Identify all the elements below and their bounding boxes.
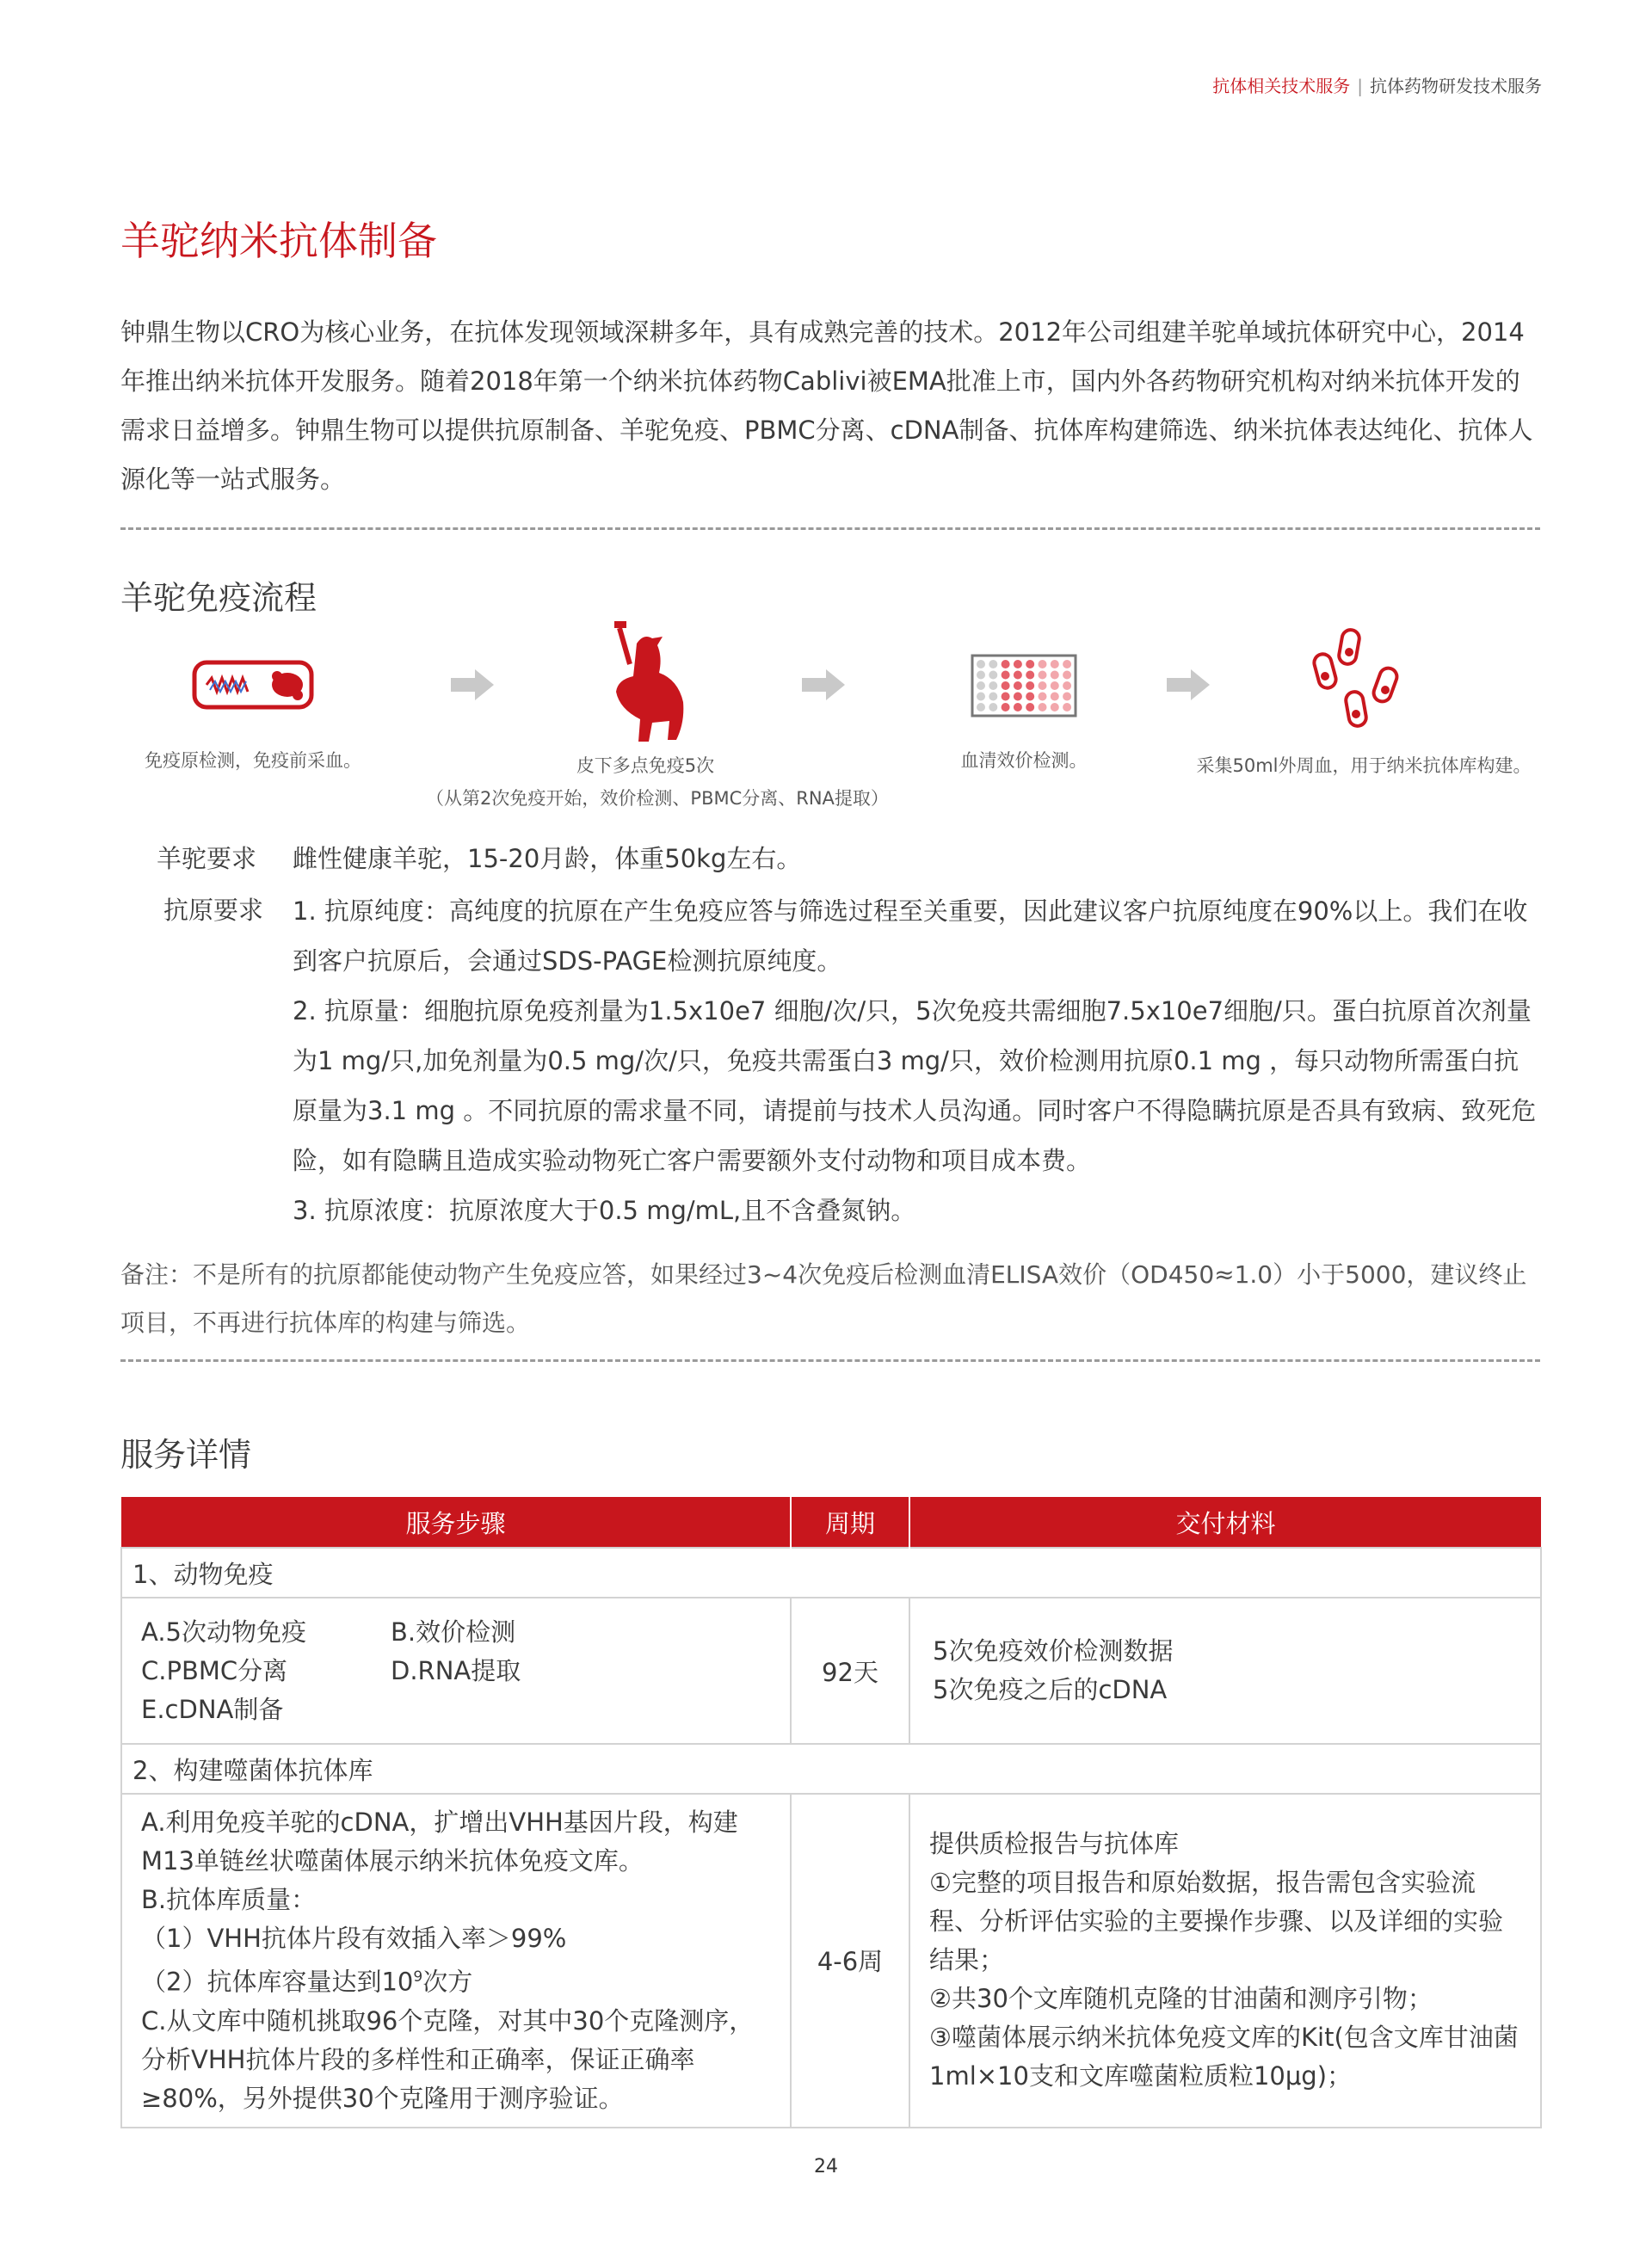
plate-well xyxy=(1039,693,1047,701)
section-title: 2、构建噬菌体抗体库 xyxy=(121,1744,1541,1794)
step-item: C.从文库中随机挑取96个克隆，对其中30个克隆测序，分析VHH抗体片段的多样性和正确率，保证正确率≥80%，另外提供30个克隆用于测序验证。 xyxy=(141,2005,755,2113)
breadcrumb-separator: | xyxy=(1357,76,1363,96)
breadcrumb-category[interactable]: 抗体相关技术服务 xyxy=(1212,76,1351,96)
antigen-requirement-list xyxy=(293,886,1540,1235)
plate-well xyxy=(977,681,985,690)
table-section-row xyxy=(121,1744,1541,1794)
plate-well xyxy=(977,693,985,701)
antigen-dna-icon xyxy=(191,619,315,748)
deliverable-item: ②共30个文库随机克隆的甘油菌和测序引物； xyxy=(929,1984,1433,2014)
service-steps-cell xyxy=(121,1794,791,2128)
table-section-row xyxy=(121,1548,1541,1598)
antigen-requirement-item: 3. 抗原浓度：抗原浓度大于0.5 mg/mL,且不含叠氮钠。 xyxy=(293,1196,916,1225)
plate-well xyxy=(1026,703,1034,711)
capacity-prefix: （2）抗体库容量达到10 xyxy=(141,1967,414,1997)
blood-tubes-icon xyxy=(1308,619,1411,748)
plate-well xyxy=(989,703,997,711)
plate-well xyxy=(1014,671,1022,680)
antigen-requirement-label: 抗原要求 xyxy=(163,896,264,925)
alpaca-injection-icon xyxy=(594,619,697,748)
column-header: 交付材料 xyxy=(909,1497,1541,1548)
alpaca-requirement-text: 雌性健康羊驼，15-20月龄，体重50kg左右。 xyxy=(293,844,802,873)
antigen-requirement-item: 2. 抗原量：细胞抗原免疫剂量为1.5x10e7 细胞/次/只，5次免疫共需细胞7.5x10e7细胞/只。蛋白抗原首次剂量为1 mg/只,加免剂量为0.5 mg/次/只，免疫共需蛋白3 mg/只，效价检测用抗原0.1 mg ，每只动物所需蛋白抗原量为3.1 mg 。不同抗原的需求量不同，请提前与技术人员沟通。同时客户不得隐瞒抗原是否具有致病、致死危险，如有隐瞒且造成实验动物死亡客户需要额外支付动物和项目成本费。 xyxy=(293,996,1537,1175)
period-cell: 92天 xyxy=(791,1598,909,1744)
plate-well xyxy=(1039,671,1047,680)
plate-well xyxy=(1051,660,1059,668)
well-plate-icon xyxy=(971,619,1077,748)
plate-well xyxy=(1026,693,1034,701)
page-number: 24 xyxy=(814,2156,838,2177)
plate-well xyxy=(1051,703,1059,711)
table-row xyxy=(121,1598,1541,1744)
plate-well xyxy=(1063,703,1071,711)
deliverables-cell xyxy=(909,1598,1541,1744)
arrow-right-icon xyxy=(451,669,494,704)
capacity-exponent: 9 xyxy=(413,1968,423,1986)
plate-well xyxy=(1063,681,1071,690)
step-item: B.抗体库质量： xyxy=(141,1885,317,1914)
plate-well xyxy=(1063,693,1071,701)
step-label: 血清效价检测。 xyxy=(960,750,1088,771)
step-item: A.5次动物免疫 xyxy=(141,1617,306,1647)
step-label: 免疫原检测，免疫前采血。 xyxy=(145,750,361,771)
period-cell: 4-6周 xyxy=(791,1794,909,2128)
plate-well xyxy=(977,660,985,668)
deliverable-item: 提供质检报告与抗体库 xyxy=(929,1829,1180,1859)
plate-well xyxy=(1039,703,1047,711)
divider xyxy=(120,1359,1540,1362)
plate-well xyxy=(1002,671,1010,680)
breadcrumb-current[interactable]: 抗体药物研发技术服务 xyxy=(1370,76,1542,96)
step-item: B.效价检测 xyxy=(391,1617,516,1647)
deliverable-item: ③噬菌体展示纳米抗体免疫文库的Kit(包含文库甘油菌1ml×10支和文库噬菌粒质粒10μg)； xyxy=(929,2023,1519,2091)
plate-well xyxy=(989,681,997,690)
step-item: D.RNA提取 xyxy=(391,1655,521,1685)
plate-well xyxy=(1002,703,1010,711)
table-row xyxy=(121,1794,1541,2128)
plate-well xyxy=(1051,693,1059,701)
plate-well xyxy=(1014,681,1022,690)
immunization-heading: 羊驼免疫流程 xyxy=(120,579,317,617)
divider xyxy=(120,527,1540,530)
plate-well xyxy=(1026,681,1034,690)
service-table xyxy=(120,1497,1542,2128)
step-label: 采集50ml外周血，用于纳米抗体库构建。 xyxy=(1196,755,1532,776)
deliverables-cell xyxy=(909,1794,1541,2128)
table-header-row xyxy=(121,1497,1541,1548)
plate-well xyxy=(1014,693,1022,701)
page-title: 羊驼纳米抗体制备 xyxy=(120,218,437,264)
plate-well xyxy=(1051,671,1059,680)
deliverable-item: 5次免疫效价检测数据 xyxy=(933,1636,1174,1666)
plate-well xyxy=(1063,660,1071,668)
plate-well xyxy=(1051,681,1059,690)
column-header: 周期 xyxy=(791,1497,909,1548)
service-heading: 服务详情 xyxy=(120,1436,252,1474)
step-sublabel: （从第2次免疫开始，效价检测、PBMC分离、RNA提取） xyxy=(426,788,889,809)
arrow-right-icon xyxy=(802,669,845,704)
breadcrumb xyxy=(1212,72,1542,97)
column-header: 服务步骤 xyxy=(121,1497,791,1548)
remark-note: 备注：不是所有的抗原都能使动物产生免疫应答，如果经过3~4次免疫后检测血清ELISA效价（OD450≈1.0）小于5000，建议终止项目，不再进行抗体库的构建与筛选。 xyxy=(120,1260,1527,1337)
plate-well xyxy=(1026,660,1034,668)
arrow-right-icon xyxy=(1167,669,1210,704)
plate-well xyxy=(1002,681,1010,690)
plate-well xyxy=(1014,703,1022,711)
step-item: E.cDNA制备 xyxy=(141,1694,284,1724)
step-item: （1）VHH抗体片段有效插入率＞99% xyxy=(141,1924,567,1953)
plate-well xyxy=(1026,671,1034,680)
plate-well xyxy=(1039,681,1047,690)
plate-well xyxy=(1014,660,1022,668)
antigen-requirement-item: 1. 抗原纯度：高纯度的抗原在产生免疫应答与筛选过程至关重要，因此建议客户抗原纯度在90%以上。我们在收到客户抗原后，会通过SDS-PAGE检测抗原纯度。 xyxy=(293,896,1528,976)
plate-well xyxy=(1039,660,1047,668)
plate-well xyxy=(1063,671,1071,680)
service-steps-cell xyxy=(121,1598,791,1744)
plate-well xyxy=(989,671,997,680)
alpaca-requirement-label: 羊驼要求 xyxy=(157,844,257,873)
step-label: 皮下多点免疫5次 xyxy=(576,755,715,776)
deliverable-item: 5次免疫之后的cDNA xyxy=(933,1675,1168,1704)
step-item: C.PBMC分离 xyxy=(141,1655,288,1685)
step-item xyxy=(141,1958,769,2002)
deliverable-item: ①完整的项目报告和原始数据，报告需包含实验流程、分析评估实验的主要操作步骤、以及详细的实验结果； xyxy=(929,1868,1504,1975)
step-item: A.利用免疫羊驼的cDNA，扩增出VHH基因片段，构建M13单链丝状噬菌体展示纳米抗体免疫文库。 xyxy=(141,1808,738,1876)
plate-well xyxy=(1002,693,1010,701)
plate-well xyxy=(1002,660,1010,668)
plate-well xyxy=(989,660,997,668)
plate-well xyxy=(989,693,997,701)
intro-paragraph: 钟鼎生物以CRO为核心业务，在抗体发现领域深耕多年，具有成熟完善的技术。2012年公司组建羊驼单域抗体研究中心，2014年推出纳米抗体开发服务。随着2018年第一个纳米抗体药物Cablivi被EMA批准上市，国内外各药物研究机构对纳米抗体开发的需求日益增多。钟鼎生物可以提供抗原制备、羊驼免疫、PBMC分离、cDNA制备、抗体库构建筛选、纳米抗体表达纯化、抗体人源化等一站式服务。 xyxy=(120,317,1533,494)
section-title: 1、动物免疫 xyxy=(121,1548,1541,1598)
plate-well xyxy=(977,671,985,680)
capacity-suffix: 次方 xyxy=(422,1967,473,1997)
plate-well xyxy=(977,703,985,711)
